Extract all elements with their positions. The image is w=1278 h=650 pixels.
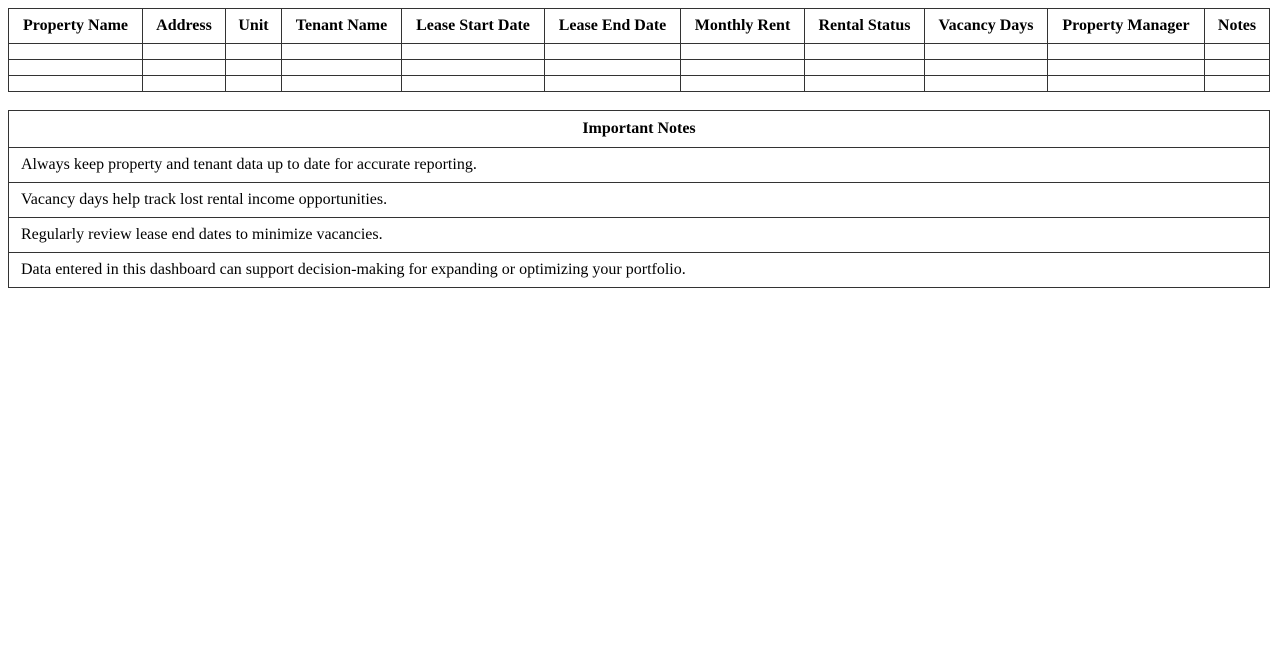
table-cell[interactable]: [9, 44, 143, 60]
properties-table: [8, 8, 1270, 92]
table-cell[interactable]: [545, 60, 681, 76]
table-cell[interactable]: [545, 76, 681, 92]
table-cell[interactable]: [143, 60, 226, 76]
note-row: [9, 148, 1270, 183]
table-cell[interactable]: [226, 44, 282, 60]
table-cell[interactable]: [925, 76, 1048, 92]
column-header-unit: Unit: [226, 9, 282, 44]
table-row: [9, 60, 1270, 76]
table-cell[interactable]: [1205, 60, 1270, 76]
table-cell[interactable]: [925, 60, 1048, 76]
table-cell[interactable]: [681, 60, 805, 76]
column-header-lease-start-date: Lease Start Date: [402, 9, 545, 44]
table-cell[interactable]: [402, 60, 545, 76]
table-cell[interactable]: [282, 60, 402, 76]
column-header-rental-status: Rental Status: [805, 9, 925, 44]
table-row: [9, 76, 1270, 92]
notes-title: Important Notes: [9, 111, 1270, 148]
column-header-property-manager: Property Manager: [1048, 9, 1205, 44]
note-row: [9, 253, 1270, 288]
table-cell[interactable]: [1048, 76, 1205, 92]
table-cell[interactable]: [805, 76, 925, 92]
table-cell[interactable]: [681, 44, 805, 60]
table-cell[interactable]: [226, 76, 282, 92]
notes-header-row: [9, 111, 1270, 148]
column-header-address: Address: [143, 9, 226, 44]
table-cell[interactable]: [143, 76, 226, 92]
table-cell[interactable]: [1048, 44, 1205, 60]
table-cell[interactable]: [9, 60, 143, 76]
note-item: Regularly review lease end dates to minimize vacancies.: [9, 218, 1270, 253]
table-cell[interactable]: [143, 44, 226, 60]
table-cell[interactable]: [226, 60, 282, 76]
note-item: Data entered in this dashboard can support decision-making for expanding or optimizing your portfolio.: [9, 253, 1270, 288]
table-cell[interactable]: [805, 44, 925, 60]
table-cell[interactable]: [402, 44, 545, 60]
column-header-tenant-name: Tenant Name: [282, 9, 402, 44]
properties-header-row: [9, 9, 1270, 44]
table-cell[interactable]: [545, 44, 681, 60]
table-cell[interactable]: [1205, 76, 1270, 92]
table-cell[interactable]: [282, 76, 402, 92]
note-item: Always keep property and tenant data up to date for accurate reporting.: [9, 148, 1270, 183]
important-notes-table: [8, 110, 1270, 288]
column-header-lease-end-date: Lease End Date: [545, 9, 681, 44]
table-cell[interactable]: [805, 60, 925, 76]
table-cell[interactable]: [1048, 60, 1205, 76]
table-cell[interactable]: [681, 76, 805, 92]
note-row: [9, 218, 1270, 253]
column-header-property-name: Property Name: [9, 9, 143, 44]
table-row: [9, 44, 1270, 60]
column-header-monthly-rent: Monthly Rent: [681, 9, 805, 44]
column-header-vacancy-days: Vacancy Days: [925, 9, 1048, 44]
table-cell[interactable]: [402, 76, 545, 92]
table-cell[interactable]: [282, 44, 402, 60]
table-cell[interactable]: [925, 44, 1048, 60]
table-cell[interactable]: [9, 76, 143, 92]
table-cell[interactable]: [1205, 44, 1270, 60]
note-item: Vacancy days help track lost rental income opportunities.: [9, 183, 1270, 218]
column-header-notes: Notes: [1205, 9, 1270, 44]
page-content: [8, 8, 1270, 288]
note-row: [9, 183, 1270, 218]
